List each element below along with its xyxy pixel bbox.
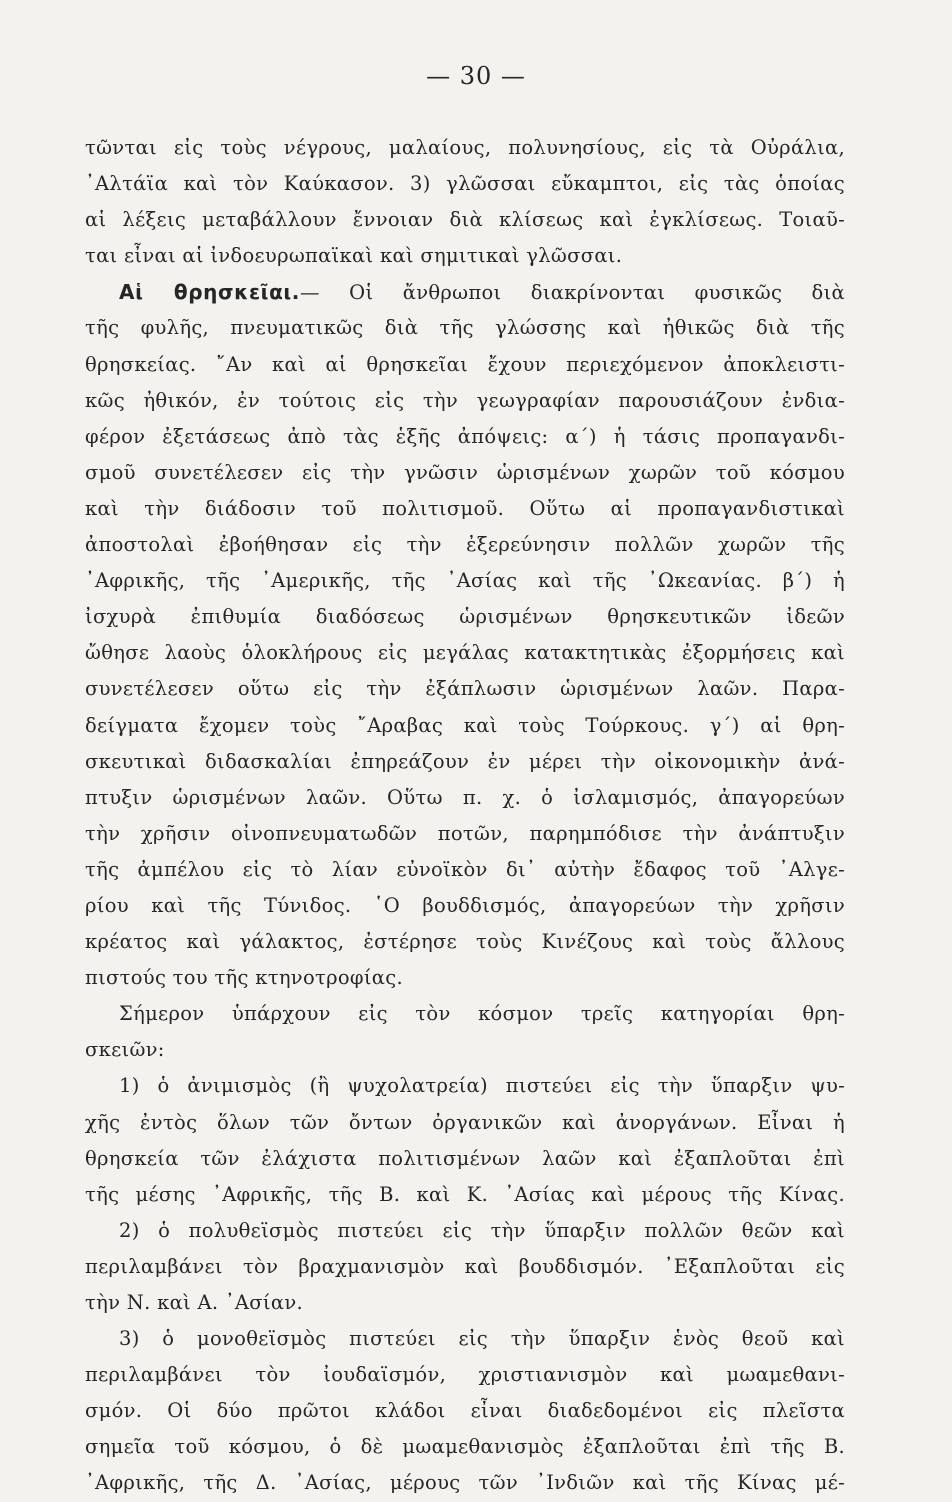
heading-line <box>85 274 845 310</box>
text-line-12: ἀποστολαὶ ἐβοήθησαν εἰς τὴν ἐξερεύνησιν πολλῶν χωρῶν τῆς <box>85 533 845 557</box>
text-line-1: τῶνται εἰς τοὺς νέγρους, μαλαίους, πολυνησίους, εἰς τὰ Οὐράλια, <box>85 136 845 159</box>
text-line-19: πτυξιν ὡρισμένων λαῶν. Οὕτω π. χ. ὁ ἰσλαμισμός, ἀπαγορεύων <box>85 785 845 809</box>
section-heading: Αἱ θρησκεῖαι. <box>119 280 301 305</box>
text-line-14: ἰσχυρὰ ἐπιθυμία διαδόσεως ὡρισμένων θρησκευτικῶν ἰδεῶν <box>85 605 845 629</box>
text-line-17: δείγματα ἔχομεν τοὺς ῎Αραβας καὶ τοὺς Τούρκους. γ΄) αἱ θρη- <box>85 713 845 737</box>
text-line-18: σκευτικαὶ διδασκαλίαι ἐπηρεάζουν ἐν μέρει τὴν οἰκονομικὴν ἀνά- <box>85 749 845 773</box>
text-line-6: τῆς φυλῆς, πνευματικῶς διὰ τῆς γλώσσης καὶ ἠθικῶς διὰ τῆς <box>85 316 845 340</box>
text-line-7: θρησκείας. ῎Αν καὶ αἱ θρησκεῖαι ἔχουν περιεχόμενον ἀποκλειστι- <box>85 352 845 376</box>
text-line-33: τὴν Ν. καὶ Α. ᾿Ασίαν. <box>85 1291 303 1314</box>
text-line-11: καὶ τὴν διάδοσιν τοῦ πολιτισμοῦ. Οὕτω αἱ προπαγανδιστικαὶ <box>85 496 845 520</box>
text-line-8: κῶς ἠθικόν, ἐν τούτοις εἰς τὴν γεωγραφίαν παρουσιάζουν ἐνδια- <box>85 388 845 412</box>
text-line-37: σημεῖα τοῦ κόσμου, ὁ δὲ μωαμεθανισμὸς ἐξαπλοῦται ἐπὶ τῆς Β. <box>85 1435 845 1459</box>
text-line-20: τὴν χρῆσιν οἰνοπνευματωδῶν ποτῶν, παρημπόδισε τὴν ἀνάπτυξιν <box>85 821 845 845</box>
text-line-16: συνετέλεσεν οὕτω εἰς τὴν ἐξάπλωσιν ὡρισμένων λαῶν. Παρα- <box>85 677 845 701</box>
text-line-5: — Οἱ ἄνθρωποι διακρίνονται φυσικῶς διὰ <box>300 281 845 305</box>
page-number: — 30 — <box>426 62 526 90</box>
text-line-23: κρέατος καὶ γάλακτος, ἐστέρησε τοὺς Κινέζους καὶ τοὺς ἄλλους <box>85 930 845 954</box>
text-line-26: σκειῶν: <box>85 1038 165 1062</box>
text-line-13: ᾿Αφρικῆς, τῆς ᾿Αμερικῆς, τῆς ᾿Ασίας καὶ τῆς ᾿Ωκεανίας. β΄) ἡ <box>85 569 845 593</box>
text-line-10: σμοῦ συνετέλεσεν εἰς τὴν γνῶσιν ὡρισμένων χωρῶν τοῦ κόσμου <box>85 460 845 484</box>
text-line-30: τῆς μέσης ᾿Αφρικῆς, τῆς Β. καὶ Κ. ᾿Ασίας καὶ μέρους τῆς Κίνας. <box>85 1182 845 1206</box>
text-line-38: ᾿Αφρικῆς, τῆς Δ. ᾿Ασίας, μέρους τῶν ᾿Ινδιῶν καὶ τῆς Κίνας μέ- <box>85 1471 845 1495</box>
text-line-24: πιστούς του τῆς κτηνοτροφίας. <box>85 966 403 990</box>
text-line-35: περιλαμβάνει τὸν ἰουδαϊσμόν, χριστιανισμὸν καὶ μωαμεθανι- <box>85 1363 845 1387</box>
text-line-28: χῆς ἐντὸς ὅλων τῶν ὄντων ὀργανικῶν καὶ ἀνοργάνων. Εἶναι ἡ <box>85 1110 845 1134</box>
text-line-2: ᾿Αλτάϊα καὶ τὸν Καύκασον. 3) γλῶσσαι εὔκαμπτοι, εἰς τὰς ὁποίας <box>85 172 845 196</box>
text-line-27: 1) ὁ ἀνιμισμὸς (ἢ ψυχολατρεία) πιστεύει εἰς τὴν ὕπαρξιν ψυ- <box>119 1074 845 1098</box>
text-line-22: ρίου καὶ τῆς Τύνιδος. ῾Ο βουδδισμός, ἀπαγορεύων τὴν χρῆσιν <box>85 893 845 917</box>
text-line-4: ται εἶναι αἱ ἰνδοευρωπαϊκαὶ καὶ σημιτικαὶ γλῶσσαι. <box>85 244 623 268</box>
text-line-3: αἱ λέξεις μεταβάλλουν ἔννοιαν διὰ κλίσεως καὶ ἐγκλίσεως. Τοιαῦ- <box>85 208 845 232</box>
text-line-32: περιλαμβάνει τὸν βραχμανισμὸν καὶ βουδδισμόν. ᾿Εξαπλοῦται εἰς <box>85 1254 845 1278</box>
body-text <box>85 130 845 1502</box>
text-line-31: 2) ὁ πολυθεϊσμὸς πιστεύει εἰς τὴν ὕπαρξιν πολλῶν θεῶν καὶ <box>119 1218 845 1242</box>
text-line-25: Σήμερον ὑπάρχουν εἰς τὸν κόσμον τρεῖς κατηγορίαι θρη- <box>119 1002 845 1026</box>
text-line-34: 3) ὁ μονοθεϊσμὸς πιστεύει εἰς τὴν ὕπαρξιν ἑνὸς θεοῦ καὶ <box>119 1327 845 1351</box>
text-line-9: φέρον ἐξετάσεως ἀπὸ τὰς ἑξῆς ἀπόψεις: α΄) ἡ τάσις προπαγανδι- <box>85 424 845 448</box>
text-line-36: σμόν. Οἱ δύο πρῶτοι κλάδοι εἶναι διαδεδομένοι εἰς πλεῖστα <box>85 1399 845 1423</box>
text-line-15: ὤθησε λαοὺς ὁλοκλήρους εἰς μεγάλας κατακτητικὰς ἐξορμήσεις καὶ <box>85 641 845 665</box>
text-line-29: θρησκεία τῶν ἐλάχιστα πολιτισμένων λαῶν καὶ ἐξαπλοῦται ἐπὶ <box>85 1146 845 1170</box>
text-line-21: τῆς ἀμπέλου εἰς τὸ λίαν εὐνοϊκὸν δι᾿ αὐτὴν ἔδαφος τοῦ ᾿Αλγε- <box>85 857 845 881</box>
